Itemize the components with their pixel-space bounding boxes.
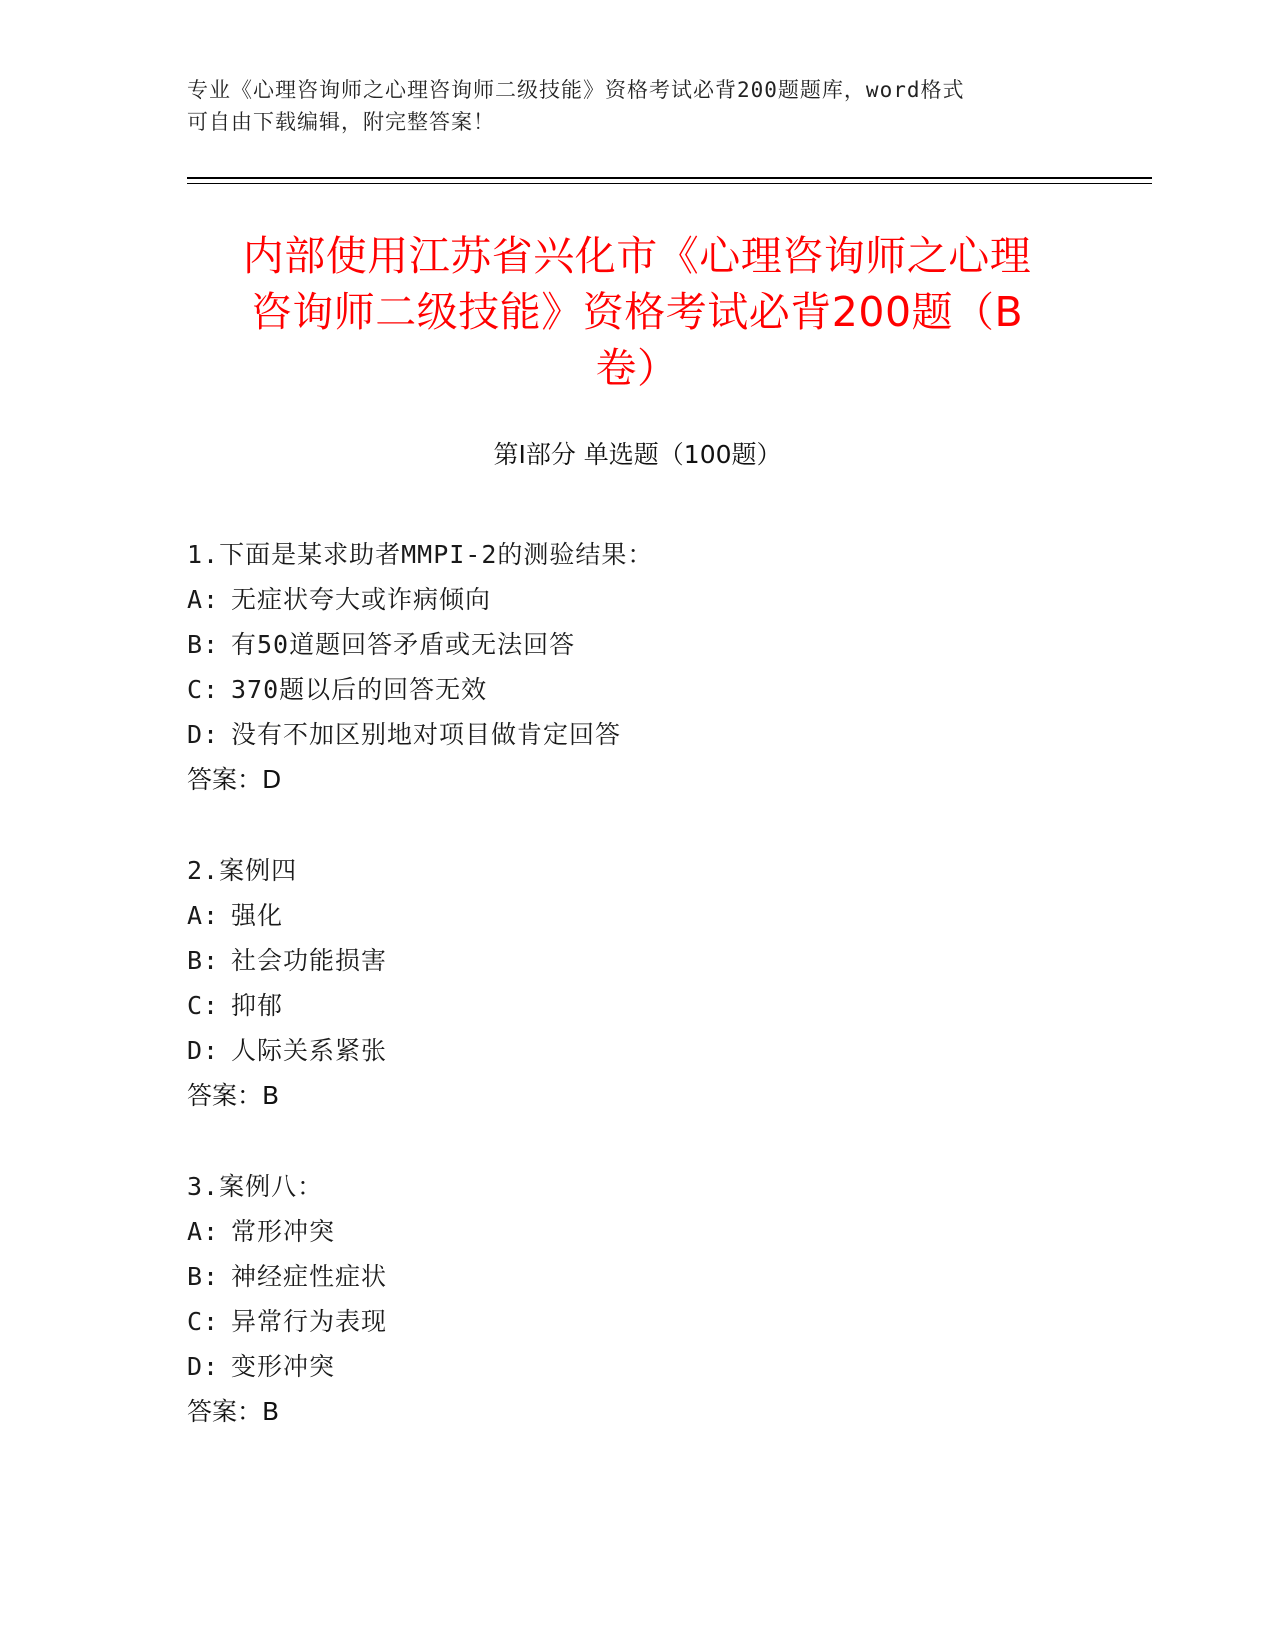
option-b — [187, 1254, 1107, 1299]
option-a — [187, 893, 1107, 938]
answer-prefix: 答案： — [187, 1397, 263, 1426]
answer-value: B — [262, 1081, 280, 1110]
option-text: 变形冲突 — [231, 1352, 336, 1381]
option-text: 社会功能损害 — [231, 946, 388, 975]
option-label: C: — [187, 675, 220, 704]
question-stem: 3.案例八： — [187, 1172, 324, 1201]
answer-line — [187, 1389, 1107, 1434]
option-a — [187, 577, 1107, 622]
section-title: 第Ⅰ部分 单选题（100题） — [493, 440, 782, 469]
option-label: A: — [187, 1217, 220, 1246]
option-b — [187, 622, 1107, 667]
option-text: 没有不加区别地对项目做肯定回答 — [231, 720, 622, 749]
answer-value: B — [262, 1397, 280, 1426]
question-list — [187, 532, 1107, 1480]
option-label: D: — [187, 720, 220, 749]
option-a — [187, 1209, 1107, 1254]
question-stem: 1.下面是某求助者MMPI-2的测验结果： — [187, 540, 654, 569]
option-text: 无症状夸大或诈病倾向 — [231, 585, 492, 614]
document-title — [187, 228, 1087, 396]
option-label: B: — [187, 946, 220, 975]
document-title-line-2: 咨询师二级技能》资格考试必背200题（B — [250, 288, 1024, 336]
question-stem: 2.案例四 — [187, 856, 298, 885]
option-label: A: — [187, 585, 220, 614]
option-c — [187, 983, 1107, 1028]
answer-line — [187, 1073, 1107, 1118]
question-3 — [187, 1164, 1107, 1434]
option-label: D: — [187, 1352, 220, 1381]
option-text: 有50道题回答矛盾或无法回答 — [231, 630, 576, 659]
answer-prefix: 答案： — [187, 765, 263, 794]
option-text: 人际关系紧张 — [231, 1036, 388, 1065]
option-b — [187, 938, 1107, 983]
option-d — [187, 712, 1107, 757]
option-label: B: — [187, 630, 220, 659]
document-title-line-3: 卷） — [595, 344, 679, 392]
option-label: A: — [187, 901, 220, 930]
option-label: D: — [187, 1036, 220, 1065]
option-text: 常形冲突 — [231, 1217, 336, 1246]
answer-line — [187, 757, 1107, 802]
option-text: 370题以后的回答无效 — [231, 675, 488, 704]
header-note — [187, 74, 1067, 138]
header-rule-thick — [187, 177, 1152, 179]
answer-value: D — [262, 765, 282, 794]
option-text: 强化 — [231, 901, 284, 930]
option-text: 神经症性症状 — [231, 1262, 388, 1291]
option-c — [187, 1299, 1107, 1344]
option-d — [187, 1344, 1107, 1389]
option-label: B: — [187, 1262, 220, 1291]
header-note-line-2: 可自由下载编辑，附完整答案！ — [187, 110, 495, 134]
document-title-line-1: 内部使用江苏省兴化市《心理咨询师之心理 — [242, 232, 1032, 280]
option-label: C: — [187, 1307, 220, 1336]
question-1 — [187, 532, 1107, 802]
answer-prefix: 答案： — [187, 1081, 263, 1110]
option-c — [187, 667, 1107, 712]
question-2 — [187, 848, 1107, 1118]
option-text: 异常行为表现 — [231, 1307, 388, 1336]
header-note-line-1: 专业《心理咨询师之心理咨询师二级技能》资格考试必背200题题库，word格式 — [187, 78, 965, 102]
option-text: 抑郁 — [231, 991, 284, 1020]
option-label: C: — [187, 991, 220, 1020]
header-rule-thin — [187, 183, 1152, 184]
option-d — [187, 1028, 1107, 1073]
